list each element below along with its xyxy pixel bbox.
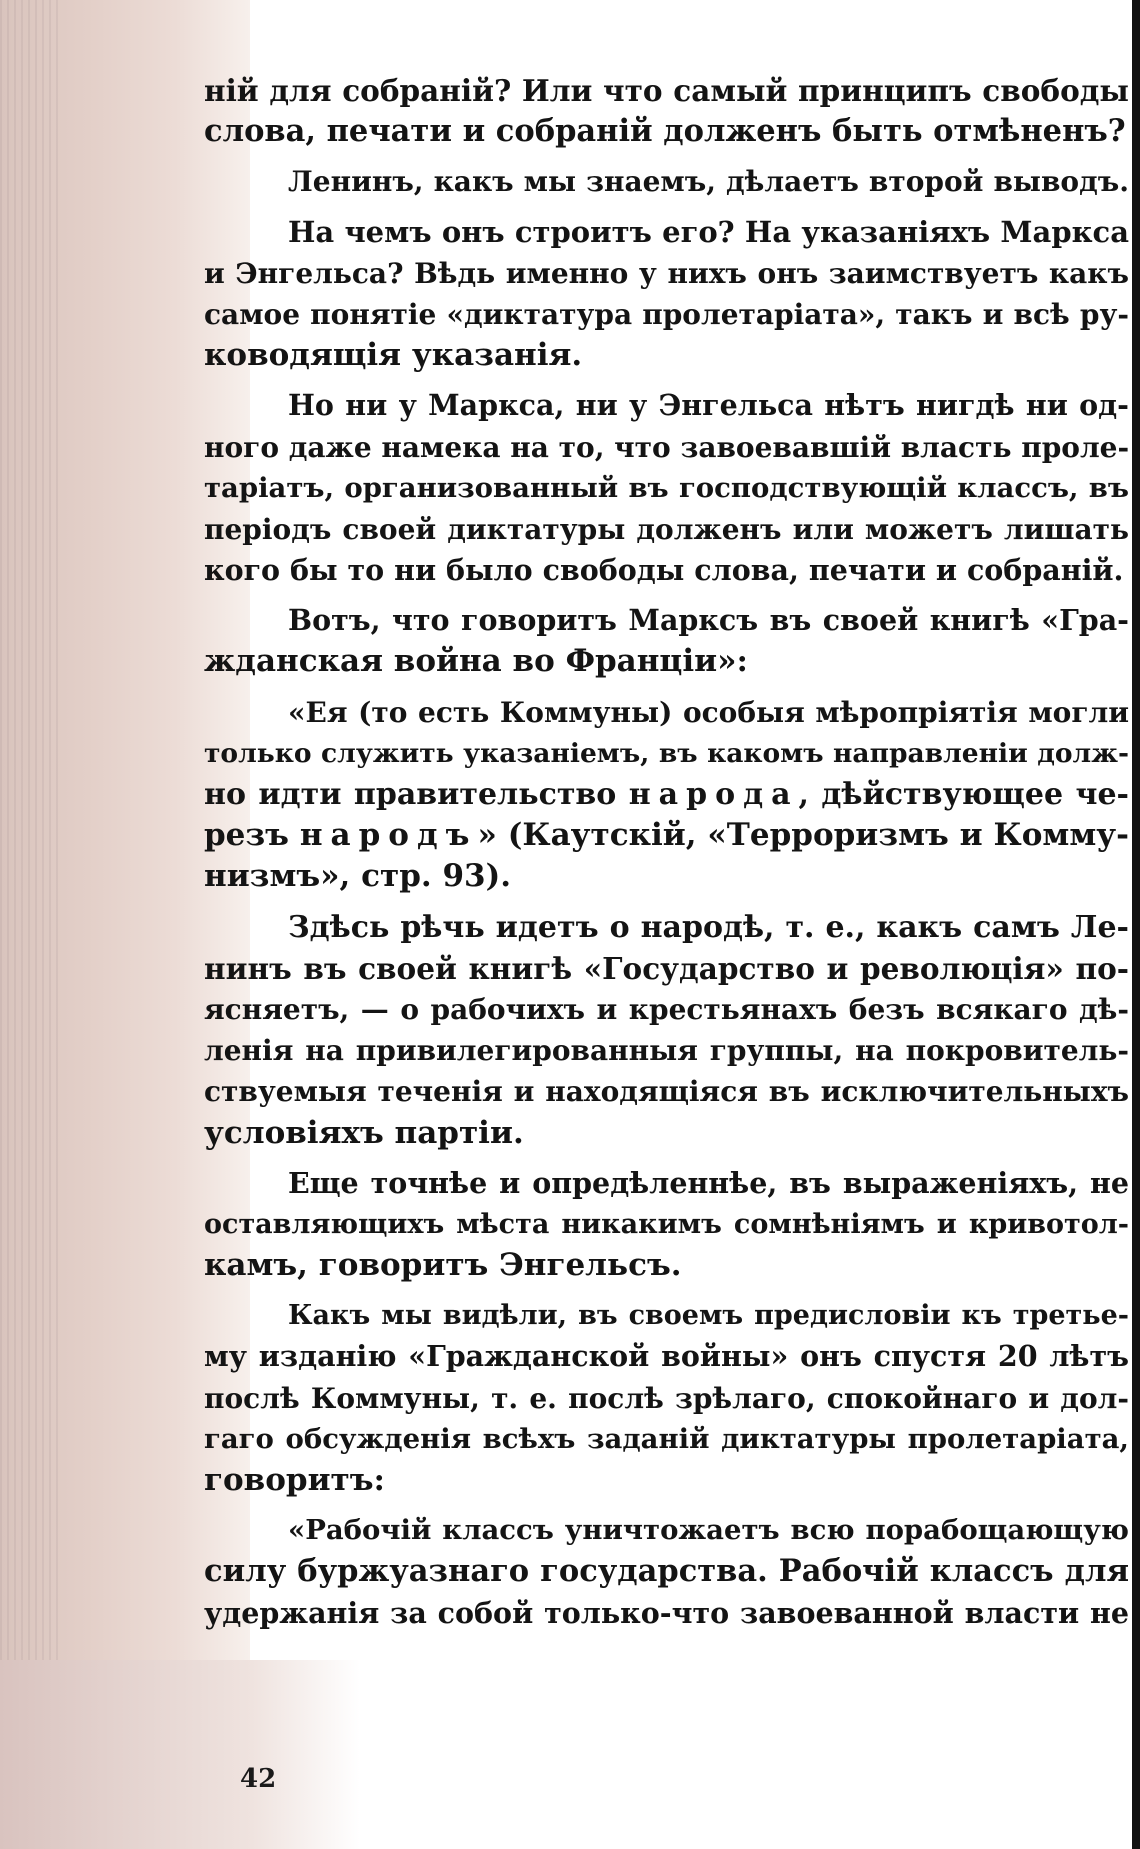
text-line: «Рабочій классъ уничтожаетъ всю порабощающую [288, 1514, 1129, 1547]
text-line: Еще точнѣе и опредѣленнѣе, въ выраженіяхъ, не [288, 1165, 1129, 1200]
paragraph [204, 1163, 1129, 1287]
text-line: слова, печати и собраній долженъ быть отмѣненъ? [204, 113, 1126, 150]
text-line: ленія на привилегированныя группы, на покровитель- [204, 1034, 1129, 1068]
text-line: но идти правительство народа, дѣйствующее че- [204, 777, 1129, 812]
text-line: ній для собраній? Или что самый принципъ свободы [204, 73, 1129, 108]
text-line: Здѣсь рѣчь идетъ о народѣ, т. е., какъ самъ Ле- [288, 909, 1129, 945]
text-line: силу буржуазнаго государства. Рабочій классъ для [204, 1553, 1129, 1590]
text-line: таріатъ, организованный въ господствующій классъ, въ [204, 471, 1129, 504]
paragraph [204, 692, 1129, 898]
right-binding-edge [1132, 0, 1140, 1849]
text-line: кого бы то ни было свободы слова, печати и собраній. [204, 553, 1124, 588]
text-line: Вотъ, что говоритъ Марксъ въ своей книгѣ «Гра- [288, 603, 1129, 638]
paragraph [204, 385, 1129, 591]
text-line: періодъ своей диктатуры долженъ или можетъ лишать [204, 512, 1129, 546]
text-line: говоритъ: [204, 1462, 385, 1498]
body-text [204, 70, 1129, 1634]
paragraph [204, 1510, 1129, 1634]
text-line: ствуемыя теченія и находящіяся въ исключительныхъ [204, 1075, 1129, 1109]
text-line: самое понятіе «диктатура пролетаріата», такъ и всѣ ру- [204, 297, 1129, 331]
paragraph [204, 907, 1129, 1154]
text-line: Но ни у Маркса, ни у Энгельса нѣтъ нигдѣ ни од- [288, 388, 1129, 423]
text-line: нинъ въ своей книгѣ «Государство и революція» по- [204, 950, 1129, 986]
text-line: ясняетъ, — о рабочихъ и крестьянахъ безъ всякаго дѣ- [204, 992, 1129, 1026]
text-line: Какъ мы видѣли, въ своемъ предисловіи къ третье- [288, 1300, 1129, 1332]
text-line: ного даже намека на то, что завоевавшій власть проле- [204, 430, 1130, 464]
page-number: 42 [240, 1764, 277, 1794]
text-line: послѣ Коммуны, т. е. послѣ зрѣлаго, спокойнаго и дол- [204, 1381, 1129, 1415]
text-line: гаго обсужденія всѣхъ заданій диктатуры пролетаріата, [204, 1422, 1129, 1455]
text-line: низмъ», стр. 93). [204, 858, 512, 895]
text-line: и Энгельса? Вѣдь именно у нихъ онъ заимствуетъ какъ [204, 256, 1129, 290]
text-line: На чемъ онъ строитъ его? На указаніяхъ Маркса [288, 214, 1129, 249]
text-line: камъ, говоритъ Энгельсъ. [204, 1247, 682, 1284]
text-line: «Ея (то есть Коммуны) особыя мѣропріятія могли [288, 695, 1129, 729]
paragraph [204, 212, 1129, 377]
text-line: резъ народъ» (Каутскій, «Терроризмъ и Комму- [204, 817, 1129, 854]
text-line: жданская война во Франціи»: [204, 643, 748, 680]
text-line: удержанія за собой только-что завоеванной власти не [204, 1595, 1129, 1630]
paragraph [204, 161, 1129, 202]
text-line: му изданію «Гражданской войны» онъ спустя 20 лѣтъ [204, 1339, 1129, 1374]
paragraph [204, 70, 1129, 152]
text-line: условіяхъ партіи. [204, 1114, 524, 1151]
text-line: ководящія указанія. [204, 337, 583, 374]
text-line: только служить указаніемъ, въ какомъ направленіи долж- [204, 737, 1129, 769]
page-corner-shadow [0, 1660, 360, 1849]
text-line: оставляющихъ мѣста никакимъ сомнѣніямъ и кривотол- [204, 1208, 1129, 1240]
paragraph [204, 1295, 1129, 1501]
paragraph [204, 600, 1129, 682]
text-line: Ленинъ, какъ мы знаемъ, дѣлаетъ второй выводъ. [288, 165, 1129, 199]
